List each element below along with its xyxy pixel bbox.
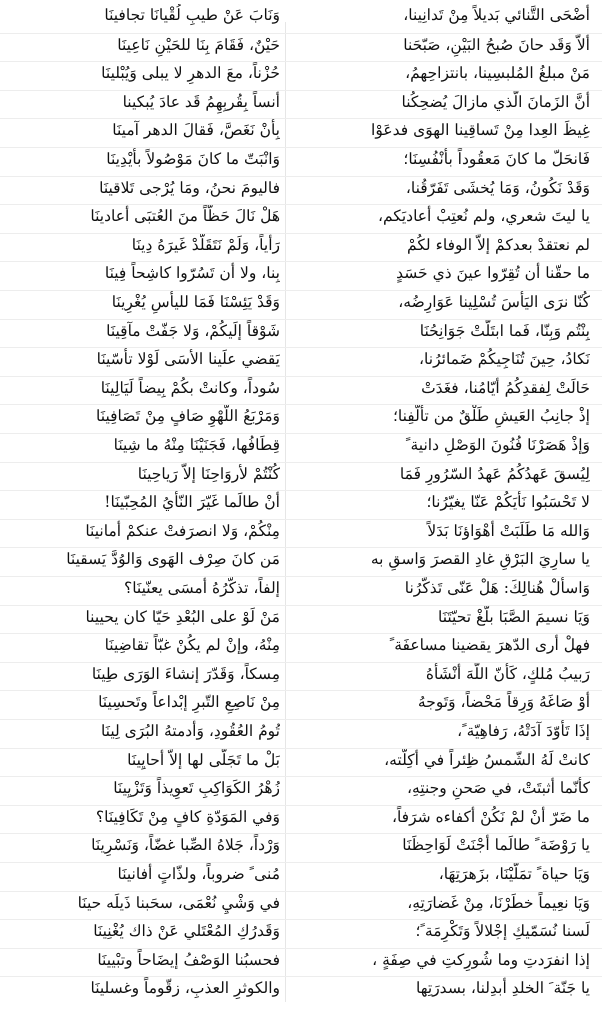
verse-second-hemistich: وَقَدرُكِ المُعْتَلي عَنْ ذاك يُغْنِينَا (93, 922, 280, 941)
verse-row (0, 862, 602, 886)
verse-second-hemistich: حُزْناً، معَ الدهرِ لا يبلى وَيُبْلينَا (101, 64, 280, 83)
verse-second-hemistich: هَلْ نَالَ حَظّاً منَ العُتبَى أعادينَا (90, 207, 280, 226)
verse-second-hemistich: سُوداً، وكانتْ بكُمْ بِيضاً لَيَالِينَا (100, 378, 280, 397)
verse-first-hemistich: فهلْ أرى الدّهرَ يقضينا مساعفَة ً (389, 636, 590, 655)
verse-first-hemistich: أَنَّ الزَمانَ الَّذي مازالَ يُضحِكُنا (401, 92, 590, 111)
verse-second-hemistich: فحسبُنا الوَصْفُ إيضَاحاً وتبْيينَا (97, 950, 280, 969)
verse-row (0, 919, 602, 943)
verse-row (0, 147, 602, 171)
verse-second-hemistich: مِنْكُمْ، وَلا انصرَفتْ عنكمْ أمانينَا (85, 521, 280, 540)
verse-second-hemistich: شَوْقاً إلَيكُمْ، وَلا جَفّتْ مآقِينَا (106, 321, 280, 340)
verse-row (0, 118, 602, 142)
verse-first-hemistich: إذَا تَأوّدَ آدَتْهُ، رَفاهِيّة ً، (457, 722, 590, 740)
verse-second-hemistich: يَقضي علَينا الأسَى لَوْلا تأسّينَا (96, 350, 280, 369)
verse-first-hemistich: لا تَحْسَبُوا نَأيَكُمْ عَنّا يغيّرُنا؛ (426, 493, 590, 512)
verse-first-hemistich: يا سارِيَ البَرْقِ غادِ القصرَ وَاسقِ به (370, 550, 590, 569)
verse-row (0, 776, 602, 800)
verse-row (0, 948, 602, 972)
verse-row (0, 204, 602, 228)
verse-row (0, 547, 602, 571)
verse-row (0, 261, 602, 285)
verse-row (0, 347, 602, 371)
verse-row (0, 4, 602, 27)
verse-second-hemistich: مَنْ لَوْ على البُعْدِ حَيّا كان يحيينا (85, 607, 280, 626)
verse-first-hemistich: أوْ صَاغَهُ وَرِقاً مَحْضاً، وَتَوجهُ (417, 693, 590, 712)
verse-row (0, 605, 602, 629)
verse-first-hemistich: مَنْ مبلغُ المُلبسِينا، بانتزاحِهمُ، (405, 64, 590, 83)
verse-first-hemistich: فَانحَلّ ما كانَ مَعقُوداً بأَنْفُسِنَا؛ (403, 150, 590, 168)
verse-first-hemistich: يا جَنّة َ الخلدِ أُبدِلنا، بسدرَتِها (416, 979, 590, 998)
verse-second-hemistich: مَن كانَ صِرْف الهَوى وَالوُدَّ يَسقينَا (66, 550, 280, 569)
verse-first-hemistich: كانتْ لَهُ الشّمسُ ظِئراً في أكِلّته، (384, 750, 590, 769)
verse-first-hemistich: أَضْحَى التَّنائي بَديلاً مِنْ تَدانِينا، (403, 6, 590, 24)
verse-first-hemistich: لم نعتقدْ بعدكمْ إلاّ الوفاء لكُمْ (407, 235, 590, 254)
verse-first-hemistich: لَسنا نُسَمّيكِ إجْلالاً وَتَكْرِمَة ً؛ (415, 922, 590, 941)
verse-row (0, 33, 602, 57)
verse-first-hemistich: كُنّا نرَى اليَأسَ تُسْلِينا عَوَارِضُه، (398, 293, 590, 311)
verse-second-hemistich: مُنى ً ضروباً، ولذّاتٍ أفانينَا (117, 865, 280, 883)
verse-second-hemistich: مِنْهُ، وإنْ لم يكُنْ غبّاً تقاضِينَا (104, 636, 280, 655)
verse-first-hemistich: لِيُسقَ عَهدُكُمُ عَهدُ السّرُورِ فَمَا (399, 464, 590, 483)
verse-second-hemistich: رَأياً، وَلَمْ نَتَقَلّدْ غَيرَهُ دِينَا (131, 235, 280, 254)
verse-first-hemistich: كأنّما أثبتَتْ، في صَحنِ وجنتِهِ، (406, 779, 590, 798)
verse-row (0, 576, 602, 600)
verse-second-hemistich: بِنا، ولا أن تَسُرّوا كاشِحاً فِينَا (104, 264, 280, 283)
verse-second-hemistich: وَرْداً، جَلاهُ الصِّبا غضّاً، وَنَسْرِينَا (91, 836, 280, 855)
verse-second-hemistich: زُهْرُ الكَوَاكِبِ تَعوِيذاً وَتَزْيِينَا (113, 779, 280, 798)
verse-first-hemistich: بِنْتُم وَبِنّا، فَما ابتَلّتْ جَوَانِحُنَا (419, 321, 590, 340)
verse-first-hemistich: وَإذْ هَصَرْنَا فُنُونَ الوَصْلِ دانية ً (405, 436, 590, 454)
verse-first-hemistich: إذْ جانِبُ العَيشِ طَلْقٌ من تألُّفِنا؛ (392, 407, 590, 426)
verse-first-hemistich: ألاّ وَقَد حانَ صُبحُ البَيْنِ، صَبّحَنا (403, 35, 590, 54)
verse-second-hemistich: تُومُ العُقُودِ، وَأدمتهُ البُرَى لِينَا (100, 722, 280, 740)
verse-second-hemistich: كُنْتُمْ لأروَاحِنَا إلاّ رَياحِينَا (137, 464, 280, 483)
verse-row (0, 61, 602, 85)
verse-second-hemistich: في وَشْيِ نُعْمَى، سحَبنا ذَيلَه حينَا (77, 893, 280, 912)
verse-row (0, 719, 602, 743)
verse-second-hemistich: أُنساً بِقُربِهِمُ قَد عادَ يُبكينا (122, 92, 280, 111)
verse-second-hemistich: وَمَرْبَعُ اللّهْوِ صَافٍ مِنْ تَصَافِينَا (96, 407, 280, 426)
verse-row (0, 690, 602, 714)
verse-first-hemistich: يا ليتَ شعري، ولم نُعتِبْ أعاديَكم، (377, 207, 590, 226)
verse-first-hemistich: وَيَا نعِيماً خطَرْنَا، مِنْ غَضارَتِهِ، (407, 893, 590, 912)
verse-second-hemistich: بَلْ ما تَجَلّى لها إلاّ أحايِينَا (127, 750, 280, 769)
verse-second-hemistich: حَيْنٌ، فَقَامَ بِنَا للحَيْنِ نَاعِينَا (117, 35, 280, 54)
verse-row (0, 976, 602, 1000)
verse-second-hemistich: مِنْ نَاصِعِ التّبرِ إبْداعاً وتَحسِينَا (98, 693, 280, 712)
verse-second-hemistich: وَانْبَتّ ما كانَ مَوْصُولاً بأيْدِينَا (106, 150, 280, 168)
verse-row (0, 233, 602, 257)
verse-first-hemistich: غِيظَ العِدا مِنْ تَساقِينا الهوَى فدعَوْا (371, 121, 590, 140)
verse-row (0, 319, 602, 343)
verse-row (0, 490, 602, 514)
verse-first-hemistich: وَيَا نسيمَ الصَّبَا بلّغْ تحيّتَنَا (437, 607, 590, 626)
verse-row (0, 404, 602, 428)
verse-row (0, 433, 602, 457)
verse-row (0, 376, 602, 400)
verse-first-hemistich: رَبيبُ مُلكٍ، كَأنّ اللَّهَ أنْشَأهُ (425, 664, 590, 683)
verse-second-hemistich: بِأنْ نَغَصَّ، فَقالَ الدهر آمينَا (112, 121, 280, 140)
verse-row (0, 519, 602, 543)
verse-second-hemistich: إلفاً، تذكُّرُهُ أمسَى يعنّينَا؟ (123, 579, 280, 597)
verse-second-hemistich: مِسكاً، وَقَدّرَ إنشاءَ الوَرَى طِينَا (91, 664, 280, 683)
verse-first-hemistich: ما ضَرّ أنْ لمْ نَكُنْ أكفاءه شرَفاً، (391, 807, 590, 826)
verse-row (0, 833, 602, 857)
verse-row (0, 805, 602, 829)
verse-row (0, 662, 602, 686)
verse-second-hemistich: وَنَابَ عَنْ طيبِ لُقْيانَا تجافينَا (104, 6, 280, 24)
verse-row (0, 891, 602, 915)
verse-second-hemistich: وَقَدْ يَئِسْنَا فَمَا لليأسِ يُغْرِينَا (111, 293, 280, 311)
verse-first-hemistich: وَيَا حياة ً تمَلّيْنَا، بزَهرَتِهَا، (438, 865, 590, 883)
verse-first-hemistich: وَقَدْ نَكُونُ، وَمَا يُخشَى تَفَرّقُنا، (405, 178, 590, 197)
verse-row (0, 633, 602, 657)
verse-first-hemistich: نَكادُ، حِينَ تُنَاجِيكُمْ ضَمائرُنا، (419, 350, 590, 369)
verse-first-hemistich: وَالله مَا طَلَبَتْ أهْوَاؤنَا بَدَلاً (427, 521, 590, 540)
verse-row (0, 748, 602, 772)
verse-row (0, 176, 602, 200)
verse-row (0, 462, 602, 486)
verse-second-hemistich: فاليومَ نحنُ، ومَا يُرْجى تَلاقينَا (99, 178, 280, 197)
verse-second-hemistich: والكوثرِ العذبِ، زقّوماً وغسلينَا (90, 979, 280, 998)
verse-second-hemistich: وَفي المَوَدّةِ كافٍ مِنْ تَكَافِينَا؟ (95, 807, 280, 826)
verse-row (0, 290, 602, 314)
verse-row (0, 90, 602, 114)
verse-first-hemistich: يا رَوْضَة ً طالَما أجْنَتْ لَوَاحِظَنَا (402, 836, 590, 855)
verse-second-hemistich: أنْ طالَما غَيّرَ النّأيُ المُحِبّينَا! (104, 493, 280, 512)
verse-first-hemistich: وَاسألْ هُنالِكَ: هَلْ عَنّى تَذكُّرُنا (404, 579, 590, 597)
verse-first-hemistich: حَالَتْ لِفقدِكُمُ أيّامُنا، فغَدَتْ (421, 378, 590, 397)
verse-first-hemistich: ما حقّنا أن تُقِرّوا عينَ ذي حَسَدٍ (396, 264, 590, 283)
verse-second-hemistich: قِطَافُها، فَجَنَيْنَا مِنْهُ ما شِينَا (113, 436, 280, 454)
verse-first-hemistich: إذا انفرَدتِ وما شُورِكتِ في صِفَةٍ ، (372, 950, 590, 969)
